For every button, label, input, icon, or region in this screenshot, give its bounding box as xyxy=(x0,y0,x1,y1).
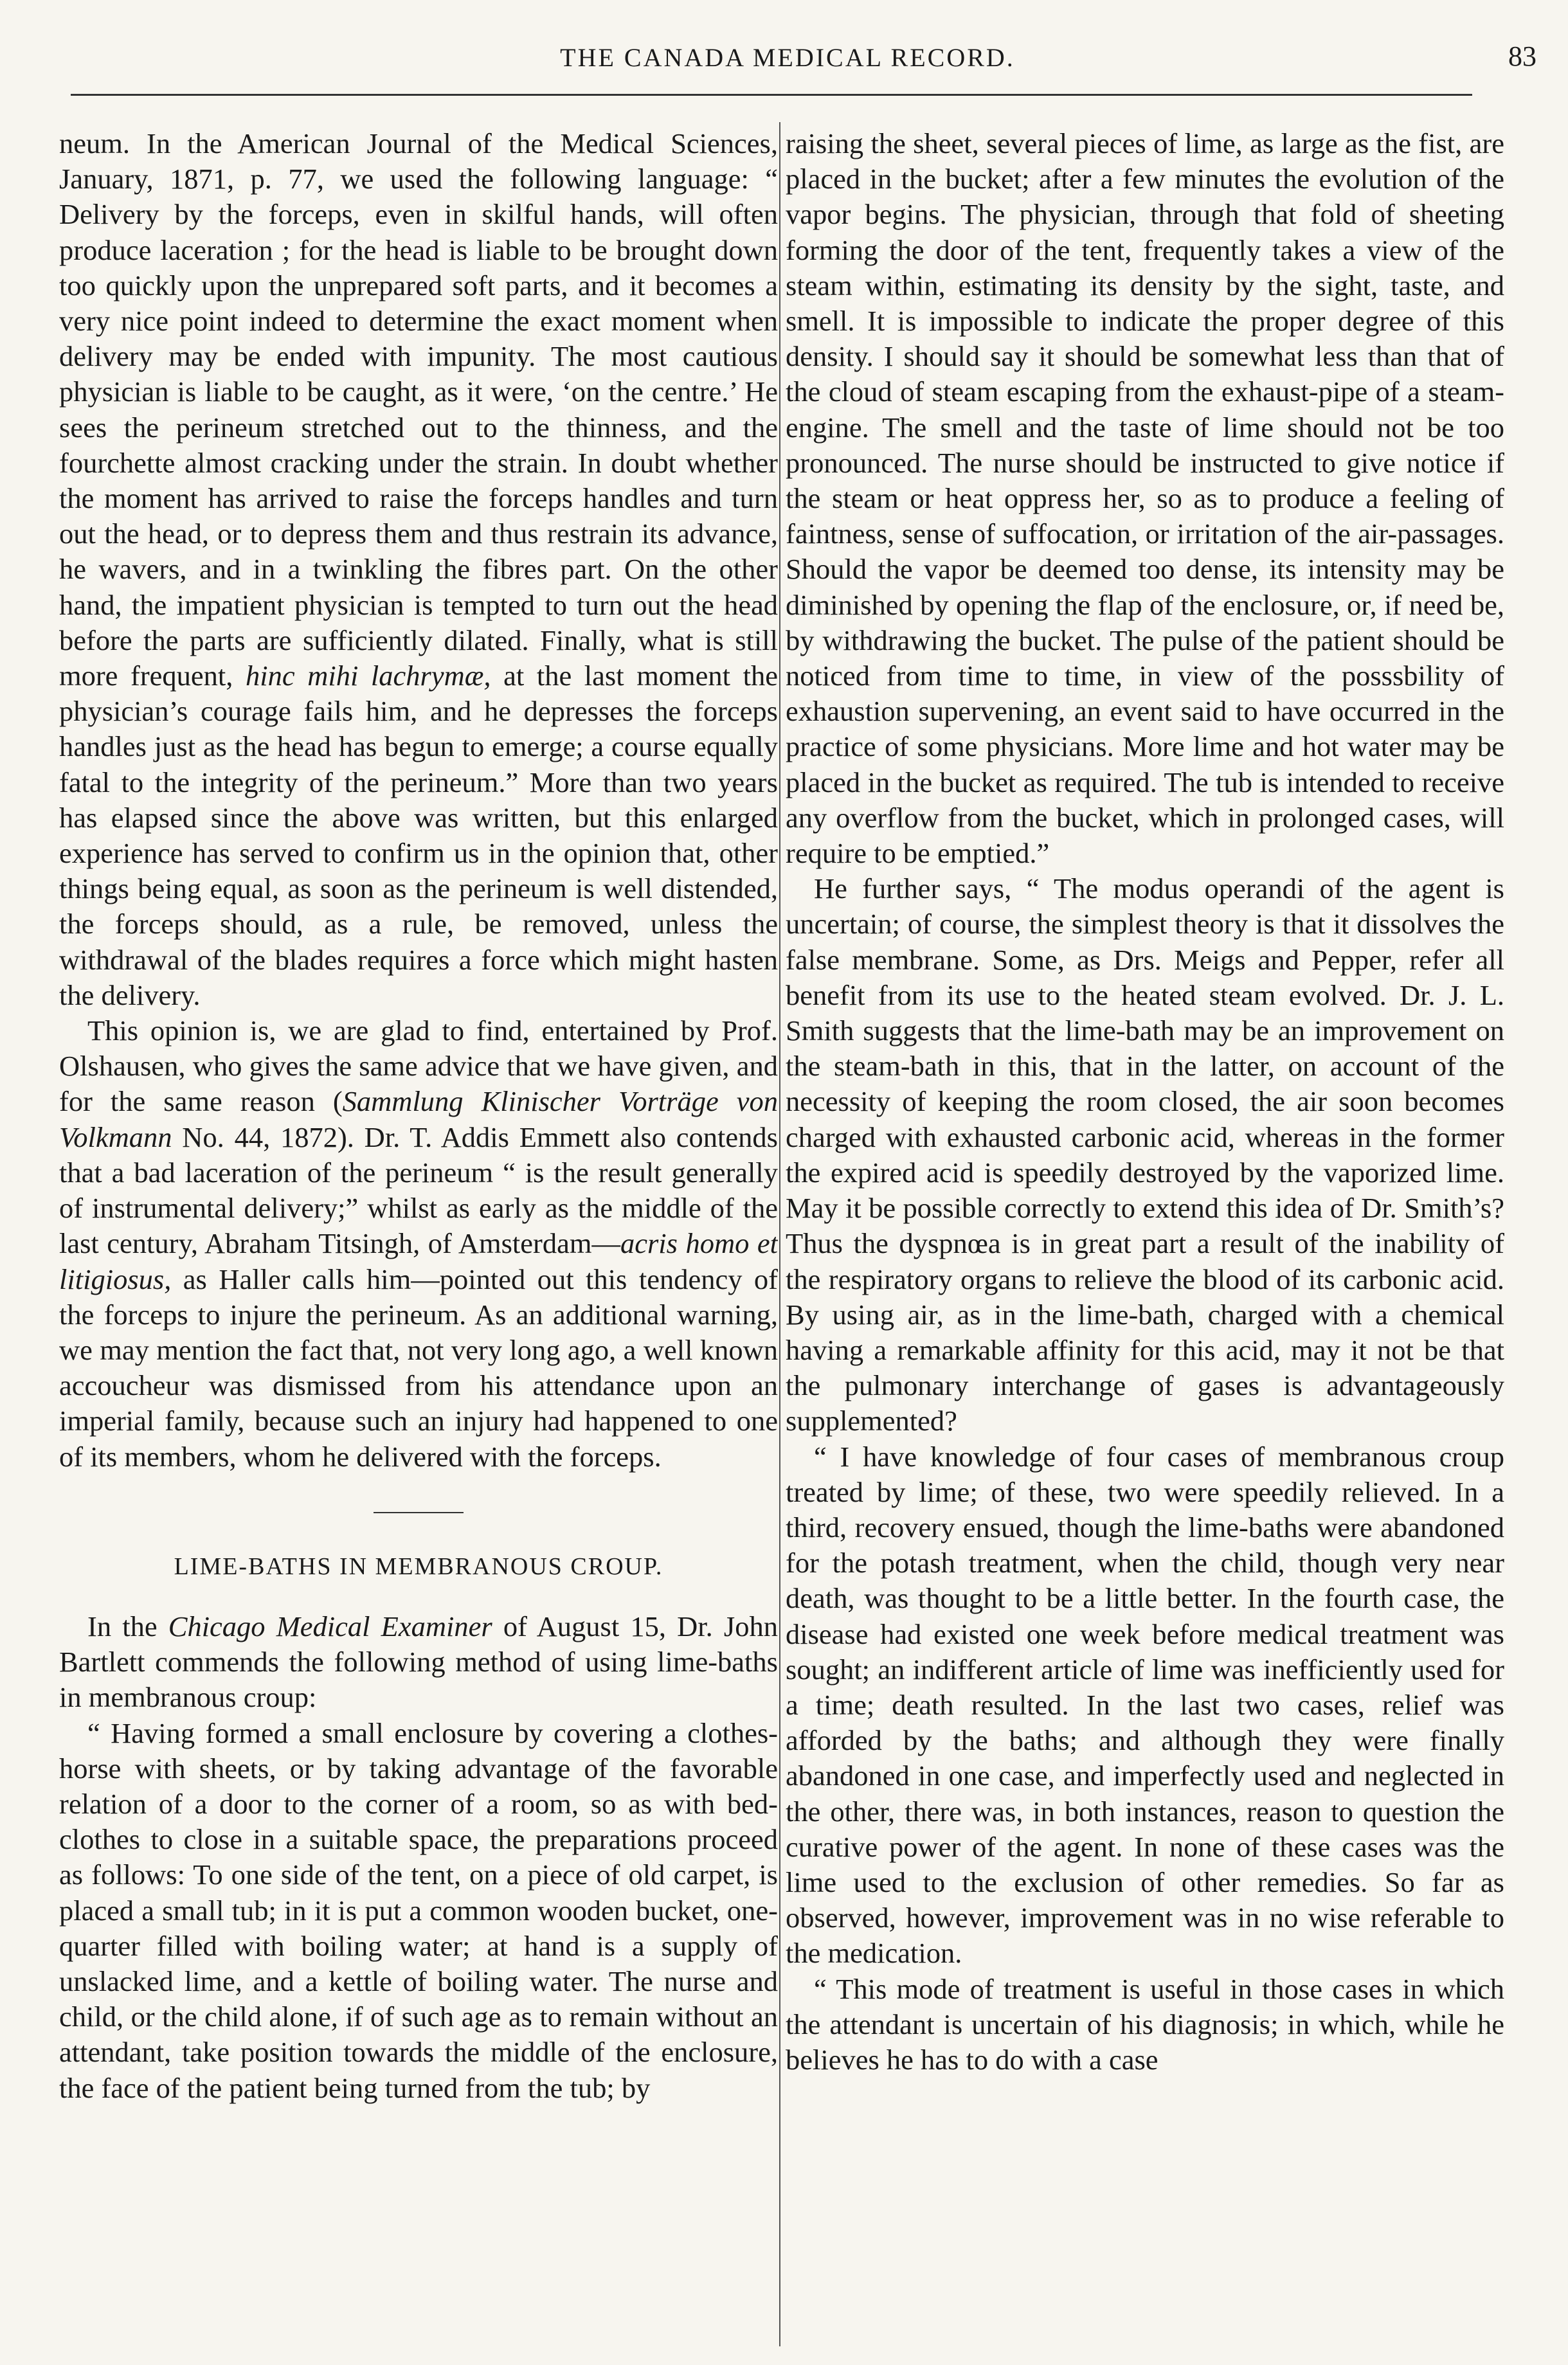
paragraph: “ This mode of treatment is useful in those cases in which the attendant is uncertain of his diagnosis; in which, while he believes he has to do with a case xyxy=(786,1972,1504,2076)
citation-title: Sammlung Klinischer Vorträge von Volkmann xyxy=(59,1085,778,1153)
paragraph: “ Having formed a small enclosure by covering a clothes-horse with sheets, or by taking advantage of the favorable relation of a door to the corner of a room, so as with bed-clothes to close in a suitable space, the preparations proceed as follows: To one side of the tent, on a piece of old carpet, is placed a small tub; in it is put a common wooden bucket, one-quarter filled with boiling water; at hand is a supply of unslacked lime, and a kettle of boiling water. The nurse and child, or the child alone, if of such age as to remain without an attendant, take position towards the middle of the enclosure, the face of the patient being turned from the tub; by xyxy=(59,1716,778,2104)
paragraph-text: This opinion is, we are glad to find, entertained by Prof. Olshausen, who gives the same advice that we have given, and for the same reason ( xyxy=(59,1014,778,1118)
page-number: 83 xyxy=(1508,40,1536,72)
right-column xyxy=(786,126,1504,2344)
paragraph xyxy=(59,1013,778,1475)
paragraph: “ I have knowledge of four cases of membranous croup treated by lime; of these, two were speedily relieved. In a third, recovery ensued, though the lime-baths were abandoned for the potash treatment, when the child, though very near death, was thought to be a little better. In the fourth case, the disease had existed one week before medical treatment was sought; an indifferent article of lime was inefficiently used for a time; death resulted. In the last two cases, relief was afforded by the baths; and although they were finally abandoned in one case, and imperfectly used and neglected in the other, there was, in both instances, reason to question the curative power of the agent. In none of these cases was the lime used to the exclusion of other remedies. So far as observed, however, improvement was in no wise referable to the medication. xyxy=(786,1440,1504,1970)
paragraph-text: of August 15, Dr. John Bartlett commends the following method of using lime-baths in membranous croup: xyxy=(59,1610,778,1714)
paragraph-text: In the xyxy=(87,1610,168,1642)
paragraph-text: No. 44, 1872). Dr. T. Addis Emmett also contends that a bad laceration of the perineum “ is the result generally of instrumental delivery;” whilst as early as the middle of the last century, Abraham Titsingh, of Amsterdam— xyxy=(59,1120,778,1260)
section-divider xyxy=(374,1512,464,1513)
paragraph-text: neum. In the American Journal of the Medical Sciences, January, 1871, p. 77, we used the following language: “ Delivery by the forceps, even in skilful hands, will often produce laceration ; for the head is liable to be brought down too quickly upon the unprepared soft parts, and it becomes a very nice point indeed to determine the exact moment when delivery may be ended with impunity. The most cautious physician is liable to be caught, as it were, ‘on the centre.’ He sees the perineum stretched out to the thinness, and the fourchette almost cracking under the strain. In doubt whether the moment has arrived to raise the forceps handles and turn out the head, or to depress them and thus restrain its advance, he wavers, and in a twinkling the fibres part. On the other hand, the impatient physician is tempted to turn out the head before the parts are sufficiently dilated. Finally, what is still more frequent, xyxy=(59,127,778,692)
paragraph xyxy=(59,126,778,1013)
latin-quote: hinc mihi lachrymæ, xyxy=(246,660,491,692)
column-divider xyxy=(779,122,780,2346)
page-header xyxy=(39,31,1536,82)
paragraph xyxy=(59,1609,778,1716)
paragraph-text: at the last moment the physician’s courage fails him, and he depresses the forceps handles just as the head has begun to emerge; a course equally fatal to the integrity of the perineum.” More than two years has elapsed since the above was written, but this enlarged experience has served to confirm us in the opinion that, other things being equal, as soon as the perineum is well distended, the forceps should, as a rule, be removed, unless the withdrawal of the blades requires a force which might hasten the delivery. xyxy=(59,660,778,1011)
citation-title: Chicago Medical Examiner xyxy=(168,1610,492,1642)
left-column xyxy=(59,126,778,2344)
journal-title: THE CANADA MEDICAL RECORD. xyxy=(560,43,1015,72)
paragraph: He further says, “ The modus operandi of the agent is uncertain; of course, the simplest theory is that it dissolves the false membrane. Some, as Drs. Meigs and Pepper, refer all benefit from its use to the heated steam evolved. Dr. J. L. Smith suggests that the lime-bath may be an improvement on the steam-bath in this, that in the latter, on account of the necessity of keeping the room closed, the air soon becomes charged with exhausted carbonic acid, whereas in the former the expired acid is speedily destroyed by the vaporized lime. May it be possible correctly to extend this idea of Dr. Smith’s? Thus the dyspnœa is in great part a result of the inability of the respiratory organs to relieve the blood of its carbonic acid. By using air, as in the lime-bath, charged with a chemical having a remarkable affinity for this acid, may it not be that the pulmonary interchange of gases is advantageously supplemented? xyxy=(786,872,1504,1437)
paragraph: raising the sheet, several pieces of lime, as large as the fist, are placed in the bucket; after a few minutes the evolution of the vapor begins. The physician, through that fold of sheeting forming the door of the tent, frequently takes a view of the steam within, estimating its density by the sight, taste, and smell. It is impossible to indicate the proper degree of this density. I should say it should be somewhat less than that of the cloud of steam escaping from the exhaust-pipe of a steam-engine. The smell and the taste of lime should not be too pronounced. The nurse should be instructed to give notice if the steam or heat oppress her, so as to produce a feeling of faintness, sense of suffocation, or irritation of the air-passages. Should the vapor be deemed too dense, its intensity may be diminished by opening the flap of the enclosure, or, if need be, by withdrawing the bucket. The pulse of the patient should be noticed from time to time, in view of the posssbility of exhaustion supervening, an event said to have occurred in the practice of some physicians. More lime and hot water may be placed in the bucket as required. The tub is intended to receive any overflow from the bucket, which in prolonged cases, will require to be emptied.” xyxy=(786,127,1504,870)
section-heading: LIME-BATHS IN MEMBRANOUS CROUP. xyxy=(174,1552,663,1580)
latin-quote: acris homo et litigiosus, xyxy=(59,1227,778,1295)
header-rule xyxy=(71,94,1472,96)
paragraph-text: as Haller calls him—pointed out this tendency of the forceps to injure the perineum. As an additional warning, we may mention the fact that, not very long ago, a well known accoucheur was dismissed from his attendance upon an imperial family, because such an injury had happened to one of its members, whom he delivered with the forceps. xyxy=(59,1263,778,1473)
